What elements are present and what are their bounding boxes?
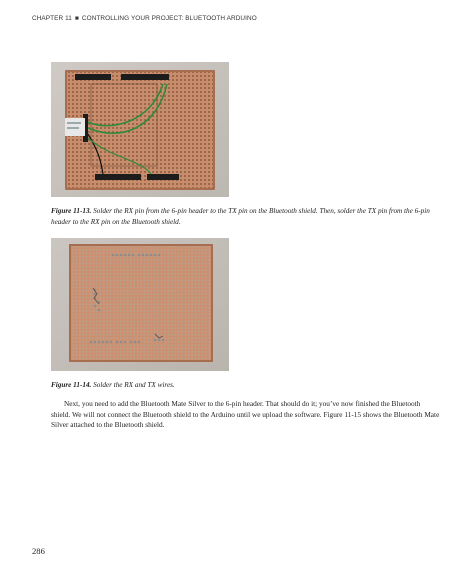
figure-11-14-caption (51, 380, 446, 391)
caption-number: Figure 11-13. (51, 207, 92, 215)
caption-text: Solder the RX and TX wires. (91, 381, 175, 389)
caption-text: Solder the RX pin from the 6-pin header to the TX pin on the Bluetooth shield. Then, solder the TX pin from the 6-pin header to the RX pin on the Bluetooth shield. (51, 207, 430, 227)
header-separator: ■ (74, 15, 79, 22)
caption-number: Figure 11-14. (51, 381, 92, 389)
figure-11-14-photo (51, 238, 229, 371)
figure-11-13-photo (51, 62, 229, 197)
figure-11-13-caption (51, 206, 446, 229)
perfboard-bottom-photo (51, 238, 229, 371)
page-number: 286 (32, 546, 45, 556)
chapter-title: CONTROLLING YOUR PROJECT: BLUETOOTH ARDUINO (81, 15, 257, 22)
chapter-label: CHAPTER 11 (32, 15, 72, 22)
body-paragraph: Next, you need to add the Bluetooth Mate Silver to the 6-pin header. That should do it; you’ve now finished the Bluetooth shield. We will not connect the Bluetooth shield to the Arduino until we upload the software. Figure 11-15 shows the Bluetooth Mate Silver attached to the Bluetooth shield. (51, 399, 440, 430)
perfboard-top-photo (51, 62, 229, 197)
running-header (32, 15, 257, 22)
